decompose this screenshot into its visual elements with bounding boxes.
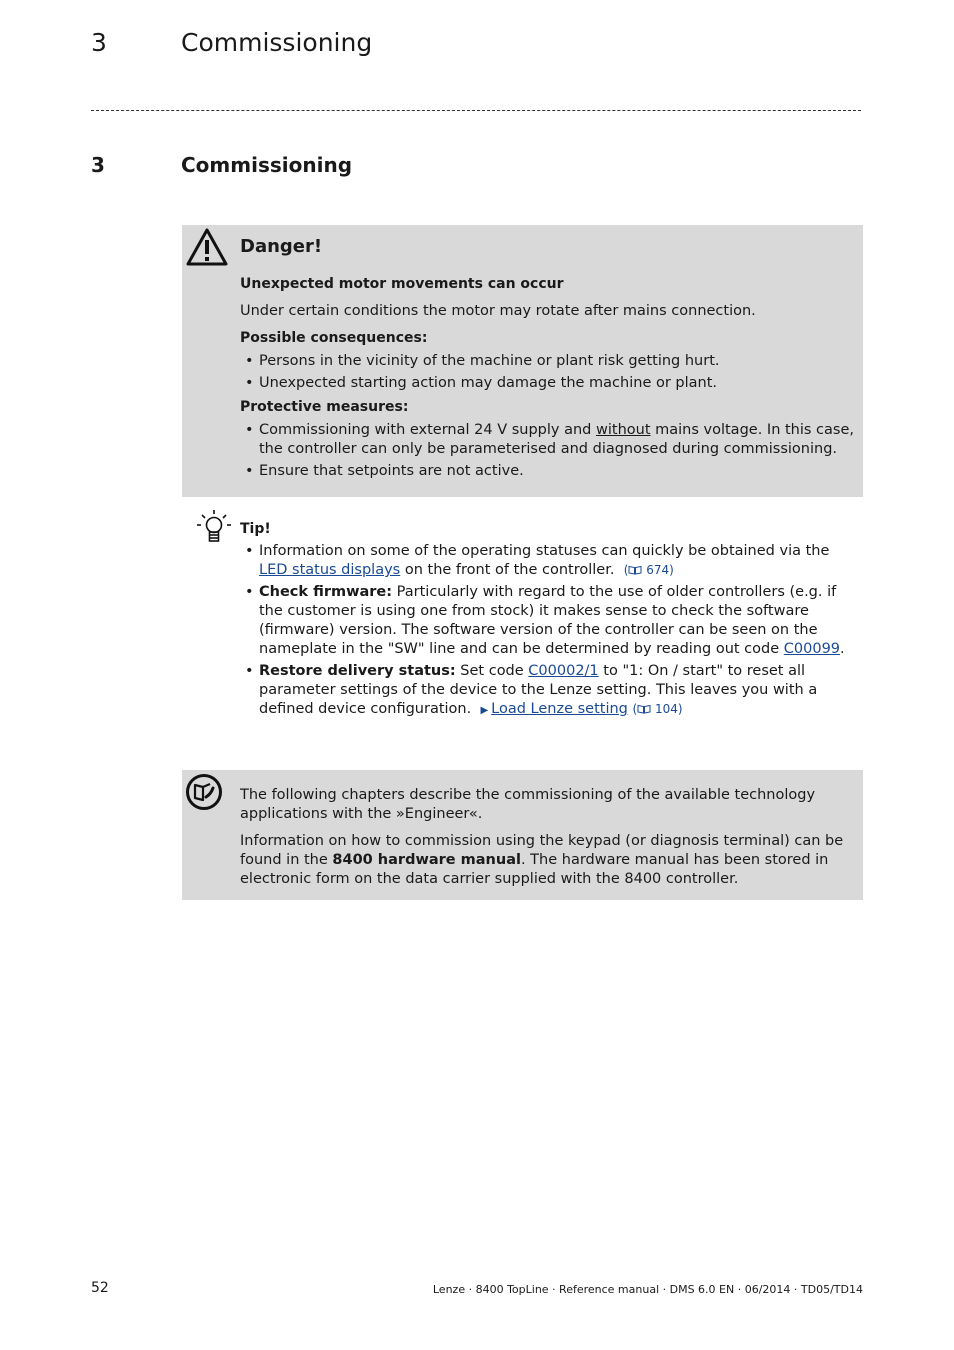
- tip-text: .: [840, 641, 845, 657]
- measure-text: mains voltage. In this case, the controller can only be parameterised and diagnosed during commissioning.: [259, 422, 854, 457]
- led-status-displays-link[interactable]: LED status displays: [259, 562, 401, 578]
- page-reference-number: 104: [655, 702, 678, 716]
- danger-intro: Under certain conditions the motor may rotate after mains connection.: [240, 303, 756, 319]
- tip-text: Set code: [455, 663, 529, 679]
- running-header-title: Commissioning: [181, 28, 373, 57]
- note-content: [240, 786, 855, 889]
- tip-list: [240, 542, 862, 720]
- list-item: [240, 542, 862, 580]
- page-reference-number: 674: [646, 563, 670, 577]
- load-lenze-setting-link[interactable]: Load Lenze setting: [491, 701, 628, 717]
- book-icon: [628, 565, 642, 575]
- page-number: 52: [91, 1280, 109, 1296]
- list-item: [240, 421, 855, 459]
- tip-text: Information on some of the operating statuses can quickly be obtained via the: [259, 543, 830, 559]
- list-item: • Persons in the vicinity of the machine or plant risk getting hurt.: [240, 352, 855, 371]
- note-paragraph: The following chapters describe the commissioning of the available technology applications with the »Engineer«.: [240, 787, 816, 822]
- page-reference[interactable]: ( 104): [632, 702, 683, 716]
- list-item: [240, 583, 862, 659]
- measure-emphasis: without: [596, 422, 651, 438]
- danger-content: [240, 237, 855, 484]
- tip-text: on the front of the controller.: [400, 562, 615, 578]
- c00002-link[interactable]: C00002/1: [528, 663, 599, 679]
- reading-note-icon: [185, 773, 223, 811]
- danger-title: Danger!: [240, 236, 323, 257]
- tip-text: Particularly with regard to the use of older controllers (e.g. if the customer is using one from stock) it makes sense to check the software (firmware) version. The software version of the controller can be seen on the nameplate in the "SW" line and can be determined by reading out code: [259, 584, 837, 657]
- lightbulb-icon: [196, 509, 232, 545]
- section-number: 3: [91, 153, 105, 177]
- measures-list: [240, 421, 855, 481]
- note-text: . The hardware manual has been stored in electronic form on the data carrier supplied with the 8400 controller.: [240, 852, 829, 887]
- warning-triangle-icon: [185, 227, 229, 267]
- consequences-list: [240, 352, 855, 393]
- list-item: • Unexpected starting action may damage the machine or plant.: [240, 374, 855, 393]
- list-item: • Ensure that setpoints are not active.: [240, 462, 855, 481]
- tip-item-label: Restore delivery status:: [259, 663, 456, 679]
- running-header-number: 3: [91, 28, 107, 57]
- tip-title: Tip!: [240, 521, 271, 537]
- list-item: [240, 662, 862, 720]
- measure-text: Commissioning with external 24 V supply and: [259, 422, 596, 438]
- tip-text: to "1: On / start" to reset all parameter settings of the device to the Lenze setting. This leaves you with a defined device configuration.: [259, 663, 818, 717]
- note-paragraph: [240, 832, 855, 889]
- page-reference[interactable]: ( 674): [623, 563, 674, 577]
- header-divider: [91, 110, 861, 111]
- note-emphasis: 8400 hardware manual: [332, 852, 521, 868]
- tip-item-label: Check firmware:: [259, 584, 393, 600]
- note-text: Information on how to commission using the keypad (or diagnosis terminal) can be found in the: [240, 833, 844, 868]
- c00099-link[interactable]: C00099: [783, 641, 841, 657]
- footer-reference: Lenze · 8400 TopLine · Reference manual · DMS 6.0 EN · 06/2014 · TD05/TD14: [432, 1283, 863, 1296]
- consequences-label: Possible consequences:: [240, 330, 428, 346]
- measures-label: Protective measures:: [240, 399, 409, 415]
- arrow-right-icon: ▶: [480, 705, 489, 716]
- danger-subtitle: Unexpected motor movements can occur: [240, 276, 564, 292]
- book-icon: [637, 704, 651, 714]
- tip-content: [240, 520, 862, 723]
- section-title: Commissioning: [181, 153, 353, 177]
